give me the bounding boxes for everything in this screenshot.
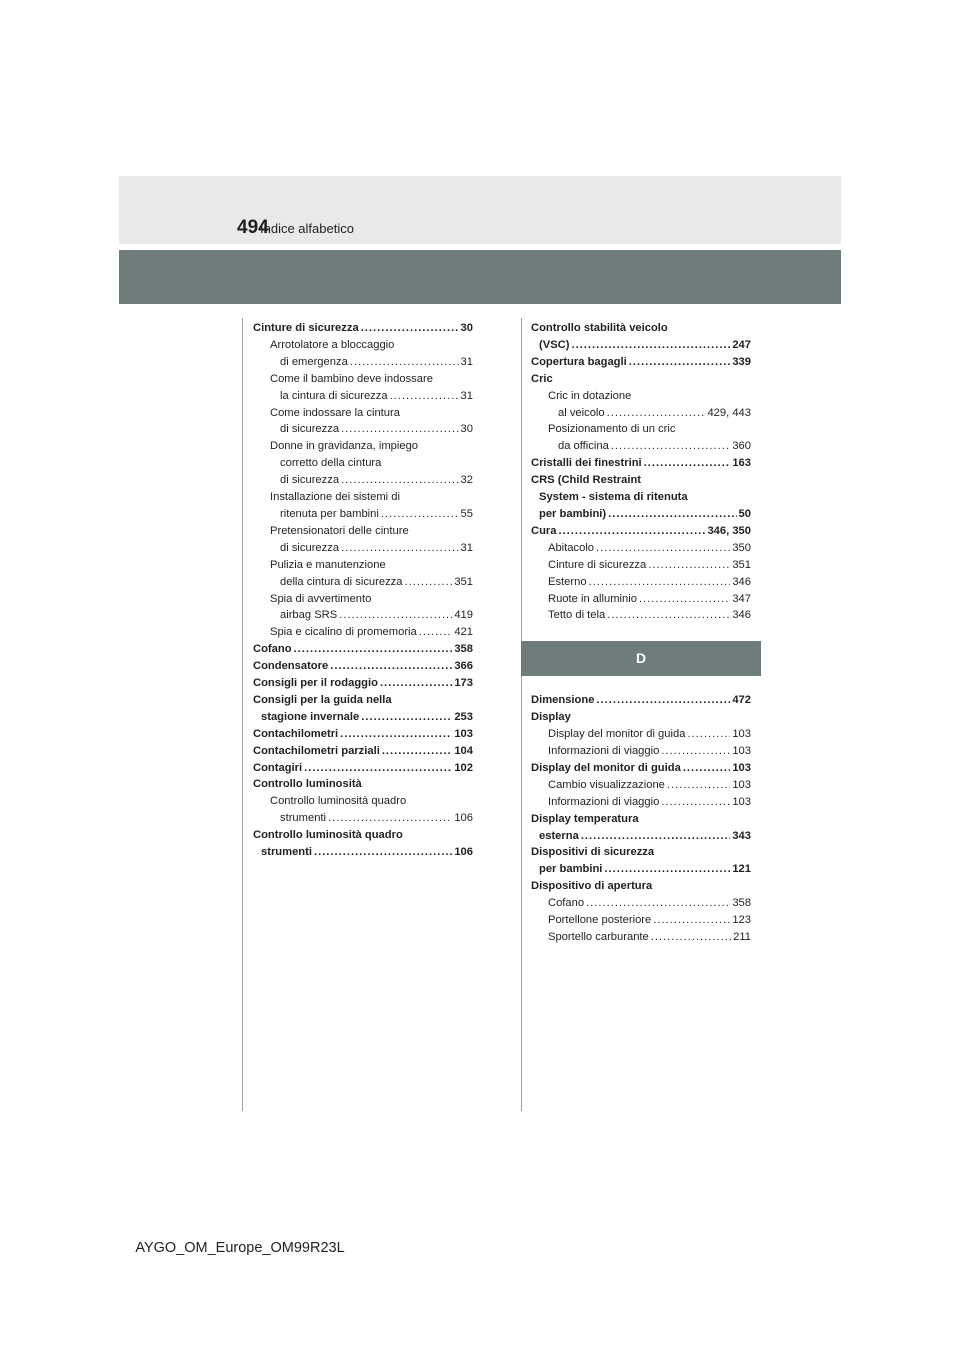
index-entry-text: Contagiri [253, 761, 303, 774]
index-entry-text: Cambio visualizzazione [548, 778, 665, 791]
index-entry-text: Controllo stabilità veicolo [531, 322, 668, 334]
index-heading [531, 388, 751, 405]
index-entry-text: di sicurezza [280, 541, 340, 554]
index-entry-text: la cintura di sicurezza [280, 389, 388, 402]
index-entry [253, 844, 473, 861]
index-entry-text: Display del monitor di guida [531, 761, 681, 774]
index-heading [531, 371, 751, 388]
index-entry [253, 675, 473, 692]
index-entry-text: Cura [531, 524, 557, 537]
index-entry [531, 557, 751, 574]
dot-leader [361, 320, 459, 337]
index-heading [531, 709, 751, 726]
index-entry [253, 726, 473, 743]
index-entry-text: Cofano [548, 897, 585, 910]
index-entry [253, 388, 473, 405]
index-entry [531, 726, 751, 743]
index-entry-text: da officina [558, 440, 609, 453]
dot-leader [589, 574, 731, 591]
index-entry-text: Cinture di sicurezza [253, 322, 359, 334]
index-page-ref[interactable]: 31 [460, 541, 473, 554]
index-entry [253, 574, 473, 591]
index-entry [531, 828, 751, 845]
index-page-ref[interactable]: 173 [454, 677, 473, 690]
index-heading [253, 591, 473, 608]
index-entry-text: Dispositivi di sicurezza [531, 846, 655, 859]
index-page-ref[interactable]: 421 [454, 626, 473, 639]
index-entry [531, 523, 751, 540]
index-entry-text: per bambini [539, 863, 603, 876]
index-page-ref[interactable]: 30 [460, 423, 473, 436]
dot-leader [559, 523, 706, 540]
dot-leader [639, 591, 730, 608]
index-page-ref[interactable]: 32 [460, 474, 473, 487]
index-entry-text: System - sistema di ritenuta [539, 491, 688, 504]
index-page-ref[interactable]: 104 [454, 744, 473, 757]
dot-leader [607, 607, 730, 624]
index-entry [253, 540, 473, 557]
index-heading [531, 472, 751, 489]
index-page-ref[interactable]: 253 [454, 710, 473, 723]
index-entry [531, 438, 751, 455]
index-page-ref[interactable]: 103 [454, 727, 473, 740]
index-entry-text: di sicurezza [280, 474, 340, 487]
index-entry-text: Controllo luminosità quadro [253, 829, 403, 842]
index-heading [253, 405, 473, 422]
index-entry-text: Abitacolo [548, 541, 595, 554]
dot-leader [380, 675, 452, 692]
index-entry-text: per bambini) [539, 507, 607, 520]
dot-leader [381, 506, 459, 523]
index-entry-text: Controllo luminosità [253, 778, 362, 791]
index-heading [253, 827, 473, 844]
dot-leader [314, 844, 452, 861]
index-entry-text: Consigli per il rodaggio [253, 677, 378, 690]
index-entry [253, 320, 473, 337]
dot-leader [629, 354, 731, 371]
index-page-ref[interactable]: 346 [732, 609, 751, 622]
index-entry [253, 506, 473, 523]
dot-leader [304, 760, 452, 777]
index-entry [531, 540, 751, 557]
index-page-ref[interactable]: 339 [732, 355, 751, 368]
index-heading [253, 793, 473, 810]
index-entry-text: Installazione dei sistemi di [270, 491, 400, 504]
dot-leader [596, 540, 730, 557]
dot-leader [419, 624, 453, 641]
index-entry-text: Esterno [548, 575, 587, 588]
index-entry [253, 743, 473, 760]
header-bar [119, 250, 841, 304]
index-heading [253, 776, 473, 793]
dot-leader [571, 337, 730, 354]
index-page-ref[interactable]: 163 [732, 457, 751, 470]
index-entry [531, 405, 751, 422]
index-page-ref[interactable]: 419 [454, 609, 473, 622]
index-entry [531, 692, 751, 709]
index-page-ref[interactable]: 31 [460, 355, 473, 368]
index-entry-text: Come indossare la cintura [270, 406, 400, 419]
index-page-ref[interactable]: 347 [732, 592, 751, 605]
index-entry [531, 895, 751, 912]
index-page-ref[interactable]: 106 [454, 812, 473, 825]
dot-leader [687, 726, 730, 743]
index-entry-text: Cristalli dei finestrini [531, 457, 642, 470]
index-entry [253, 658, 473, 675]
dot-leader [661, 794, 730, 811]
index-entry-text: Copertura bagagli [531, 355, 627, 368]
index-entry-text: Spia e cicalino di promemoria [270, 626, 417, 639]
index-page-ref[interactable]: 472 [732, 694, 751, 707]
index-entry-text: ritenuta per bambini [280, 507, 379, 520]
index-entry-text: Controllo luminosità quadro [270, 795, 407, 808]
index-page-ref[interactable]: 102 [454, 761, 473, 774]
column-rule-right [521, 318, 522, 1111]
index-entry [531, 743, 751, 760]
index-entry-text: di emergenza [280, 355, 348, 368]
index-entry-text: Pretensionatori delle cinture [270, 524, 409, 537]
index-entry-text: Informazioni di viaggio [548, 745, 660, 758]
index-entry [531, 912, 751, 929]
index-entry-text: Consigli per la guida nella [253, 693, 392, 706]
index-entry [253, 641, 473, 658]
index-entry [253, 354, 473, 371]
index-entry-text: Pulizia e manutenzione [270, 558, 386, 571]
index-entry [253, 709, 473, 726]
index-page-ref[interactable]: 50 [738, 507, 751, 520]
index-page-ref[interactable]: 358 [454, 643, 473, 656]
index-entry-text: Cric in dotazione [548, 389, 632, 402]
index-heading [253, 557, 473, 574]
index-page-ref[interactable]: 106 [454, 846, 473, 859]
dot-leader [653, 912, 730, 929]
dot-leader [648, 557, 730, 574]
index-page-ref[interactable]: 103 [732, 761, 751, 774]
index-entry [253, 810, 473, 827]
index-entry [531, 777, 751, 794]
section-title: Indice alfabetico [260, 221, 354, 236]
letter-section-label: D [635, 650, 647, 667]
index-entry-text: Donne in gravidanza, impiego [270, 440, 419, 453]
footer-doc-id: AYGO_OM_Europe_OM99R23L [135, 1240, 345, 1256]
index-entry-text: Contachilometri [253, 727, 339, 740]
dot-leader [350, 354, 459, 371]
index-entry-text: di sicurezza [280, 423, 340, 436]
index-entry [531, 607, 751, 624]
index-entry-text: Contachilometri parziali [253, 744, 380, 757]
index-entry-text: strumenti [280, 812, 327, 825]
index-entry-text: Posizionamento di un cric [548, 423, 676, 436]
index-entry-text: strumenti [261, 846, 312, 859]
dot-leader [607, 405, 706, 422]
dot-leader [361, 709, 452, 726]
index-page-ref[interactable]: 103 [732, 795, 751, 808]
index-entry-text: Ruote in alluminio [548, 592, 637, 605]
index-entry-text: Sportello carburante [548, 931, 649, 943]
index-page-ref[interactable]: 429, 443 [707, 406, 751, 419]
index-entry-text: Display [531, 711, 571, 724]
index-entry-text: Cinture di sicurezza [548, 558, 647, 571]
dot-leader [341, 421, 458, 438]
index-entry-text: Cric [531, 372, 553, 385]
index-entry [531, 337, 751, 354]
index-entry [253, 624, 473, 641]
index-entry [531, 591, 751, 608]
index-entry-text: Tetto di tela [548, 609, 606, 622]
index-entry [531, 861, 751, 878]
dot-leader [596, 692, 730, 709]
index-entry-text: Condensatore [253, 660, 329, 673]
index-page-ref[interactable]: 350 [732, 541, 751, 554]
index-page-ref[interactable]: 351 [454, 575, 473, 588]
index-entry-text: Come il bambino deve indossare [270, 372, 433, 385]
index-heading [253, 438, 473, 455]
index-heading [531, 811, 751, 828]
dot-leader [608, 506, 736, 523]
dot-leader [405, 574, 453, 591]
index-entry-text: della cintura di sicurezza [280, 575, 403, 588]
dot-leader [586, 895, 730, 912]
index-page-ref[interactable]: 121 [732, 863, 751, 876]
index-entry [531, 794, 751, 811]
header-band [119, 176, 841, 244]
index-page-ref[interactable]: 211 [733, 931, 751, 943]
index-entry-text: Informazioni di viaggio [548, 795, 660, 808]
index-entry [531, 929, 751, 946]
index-heading [253, 337, 473, 354]
index-entry-text: Portellone posteriore [548, 914, 652, 927]
index-page-ref[interactable]: 103 [732, 745, 751, 758]
dot-leader [661, 743, 730, 760]
index-heading [531, 320, 751, 337]
index-entry-text: Arrotolatore a bloccaggio [270, 338, 395, 351]
index-heading [253, 523, 473, 540]
index-entry-text: Dispositivo di apertura [531, 880, 653, 893]
index-page-ref[interactable]: 366 [454, 660, 473, 673]
index-entry [253, 607, 473, 624]
index-page-ref[interactable]: 358 [732, 897, 751, 910]
page-number: 494 [237, 217, 269, 238]
index-page-ref[interactable]: 103 [732, 728, 751, 741]
index-heading [531, 421, 751, 438]
index-entry [253, 421, 473, 438]
dot-leader [382, 743, 453, 760]
index-entry-text: Display temperatura [531, 812, 639, 825]
index-entry-text: Spia di avvertimento [270, 592, 372, 605]
index-entry [531, 760, 751, 777]
dot-leader [340, 726, 452, 743]
index-heading [253, 371, 473, 388]
index-entry [531, 455, 751, 472]
index-page-ref[interactable]: 123 [732, 914, 751, 927]
dot-leader [581, 828, 731, 845]
index-heading [253, 692, 473, 709]
dot-leader [611, 438, 731, 455]
letter-section-band [521, 641, 761, 676]
dot-leader [667, 777, 730, 794]
dot-leader [604, 861, 730, 878]
dot-leader [341, 540, 458, 557]
index-entry-text: CRS (Child Restraint [531, 474, 642, 487]
index-entry [531, 574, 751, 591]
index-heading [253, 455, 473, 472]
index-entry-text: stagione invernale [261, 710, 360, 723]
index-entry [531, 506, 751, 523]
column-rule-left [242, 318, 243, 1111]
index-page-ref[interactable]: 247 [732, 338, 751, 351]
dot-leader [341, 472, 458, 489]
index-entry [253, 472, 473, 489]
dot-leader [683, 760, 731, 777]
dot-leader [330, 658, 452, 675]
index-entry-text: airbag SRS [280, 609, 338, 622]
index-page-ref[interactable]: 346, 350 [707, 524, 751, 537]
index-entry-text: Dimensione [531, 694, 595, 707]
index-entry-text: Cofano [253, 643, 292, 656]
index-page-ref[interactable]: 31 [460, 389, 473, 402]
index-page-ref[interactable]: 30 [460, 322, 473, 334]
index-page-ref[interactable]: 346 [732, 575, 751, 588]
index-column-right [531, 320, 751, 946]
dot-leader [328, 810, 452, 827]
index-entry-text: (VSC) [539, 338, 570, 351]
index-entry-text: al veicolo [558, 406, 605, 419]
dot-leader [390, 388, 459, 405]
index-page-ref[interactable]: 351 [732, 558, 751, 571]
index-heading [531, 878, 751, 895]
index-heading [253, 489, 473, 506]
index-heading [531, 844, 751, 861]
dot-leader [651, 929, 731, 946]
index-heading [531, 489, 751, 506]
index-entry-text: Display del monitor di guida [548, 728, 686, 741]
dot-leader [339, 607, 452, 624]
index-page-ref[interactable]: 55 [460, 507, 473, 520]
index-page-ref[interactable]: 360 [732, 440, 751, 453]
index-page-ref[interactable]: 103 [732, 778, 751, 791]
dot-leader [294, 641, 453, 658]
index-entry-text: corretto della cintura [280, 457, 382, 470]
index-entry [531, 354, 751, 371]
index-entry-text: esterna [539, 829, 579, 842]
index-entry [253, 760, 473, 777]
dot-leader [644, 455, 731, 472]
index-column-left [253, 320, 473, 861]
index-page-ref[interactable]: 343 [732, 829, 751, 842]
